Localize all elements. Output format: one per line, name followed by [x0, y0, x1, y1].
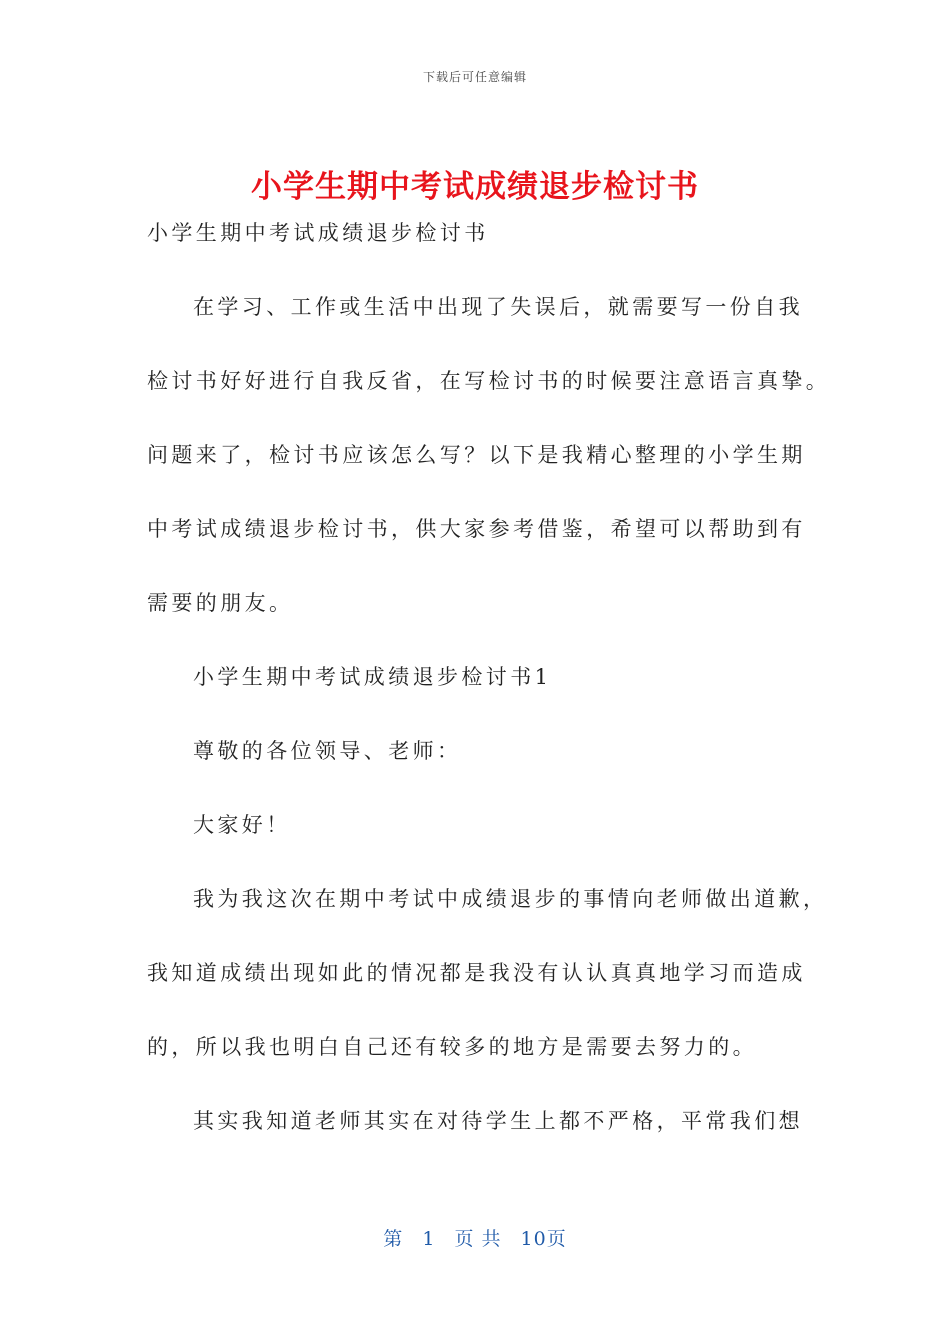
page-header-note: 下载后可任意编辑 — [422, 70, 527, 84]
body-line: 小学生期中考试成绩退步检讨书 — [147, 221, 489, 245]
salutation: 尊敬的各位领导、老师： — [193, 739, 462, 763]
body-line: 问题来了，检讨书应该怎么写？以下是我精心整理的小学生期 — [147, 443, 806, 467]
body-line: 其实我知道老师其实在对待学生上都不严格，平常我们想 — [193, 1109, 803, 1133]
page-footer — [0, 1224, 950, 1251]
body-line: 在学习、工作或生活中出现了失误后，就需要写一份自我 — [193, 295, 803, 319]
body-line: 检讨书好好进行自我反省，在写检讨书的时候要注意语言真挚。 — [147, 369, 831, 393]
page-footer-prefix: 第 — [383, 1228, 404, 1250]
body-line: 我为我这次在期中考试中成绩退步的事情向老师做出道歉， — [193, 887, 828, 911]
page-current-number: 1 — [422, 1228, 436, 1250]
greeting: 大家好！ — [193, 813, 291, 837]
document-body — [147, 196, 831, 1158]
body-line: 需要的朋友。 — [147, 591, 294, 615]
body-line: 我知道成绩出现如此的情况都是我没有认认真真地学习而造成 — [147, 961, 806, 985]
page-total-number: 10页 — [520, 1228, 567, 1250]
page-footer-middle: 页 共 — [454, 1228, 502, 1250]
body-line: 中考试成绩退步检讨书，供大家参考借鉴，希望可以帮助到有 — [147, 517, 806, 541]
document-title: 小学生期中考试成绩退步检讨书 — [251, 168, 699, 205]
section-heading: 小学生期中考试成绩退步检讨书1 — [193, 665, 552, 689]
body-line: 的，所以我也明白自己还有较多的地方是需要去努力的。 — [147, 1035, 757, 1059]
